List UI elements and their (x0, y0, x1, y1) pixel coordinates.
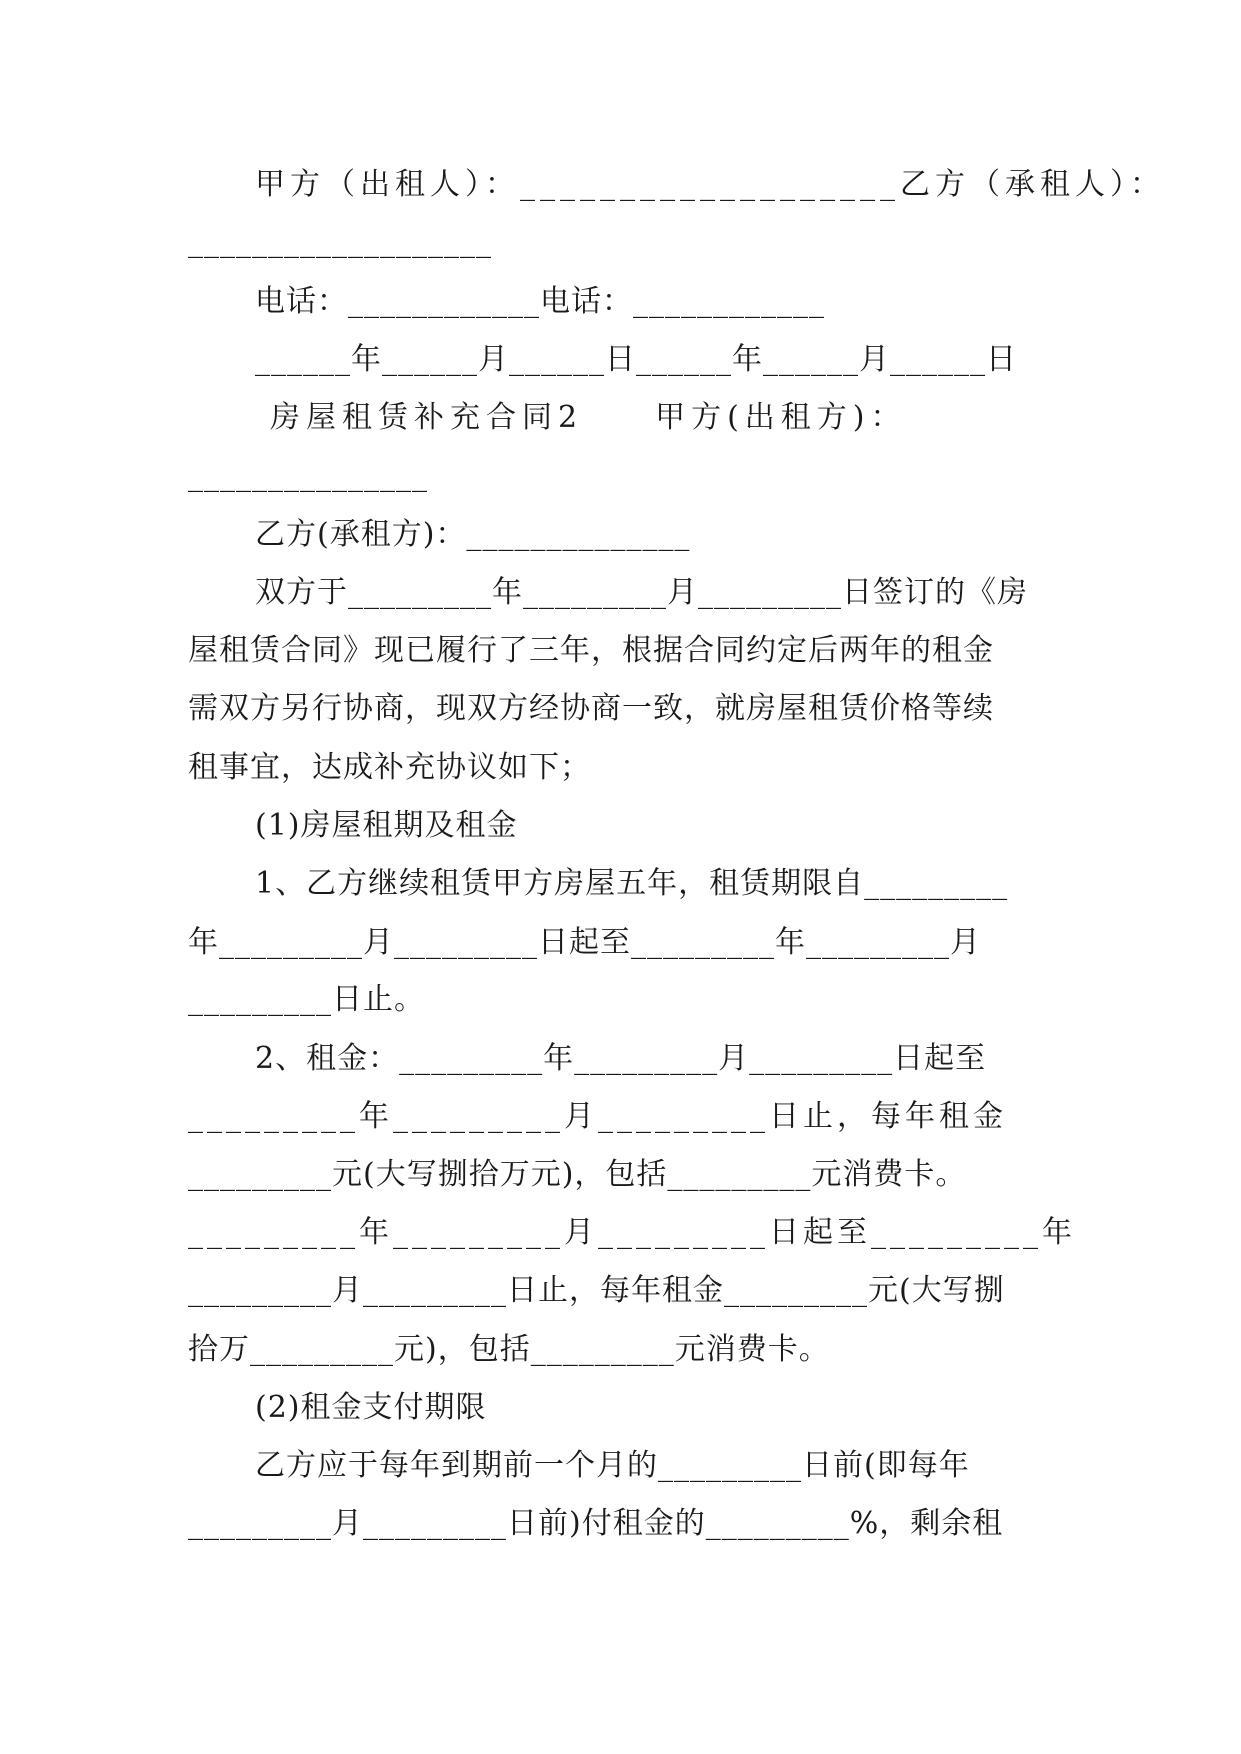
party-b-blank-line: ___________________ (188, 224, 492, 259)
contract-title-line: 房屋租赁补充合同2 甲方(出租方)： (270, 400, 907, 435)
paragraph-line: _________日止。 (188, 982, 425, 1017)
section-heading: (2)租金支付期限 (255, 1390, 487, 1425)
paragraph-line: 年_________月_________日起至_________年_________月 (188, 925, 981, 960)
paragraph-line: _________月_________日止，每年租金_________元(大写捌 (188, 1273, 1005, 1308)
paragraph-line: _________年_________月_________日止，每年租金 (188, 1099, 1007, 1134)
paragraph-line: 需双方另行协商，现双方经协商一致，就房屋租赁价格等续 (188, 691, 994, 726)
party-b-line: 乙方(承租方)：______________ (255, 517, 691, 552)
party-names-line: 甲方（出租人）：___________________乙方（承租人）： (255, 167, 1165, 202)
paragraph-line: 2、租金：_________年_________月_________日起至 (255, 1041, 987, 1076)
party-a-blank-line: _______________ (188, 458, 428, 493)
phone-line: 电话：____________电话：____________ (255, 284, 825, 319)
paragraph-line: 1、乙方继续租赁甲方房屋五年，租赁期限自_________ (255, 866, 1009, 901)
paragraph-line: 屋租赁合同》现已履行了三年，根据合同约定后两年的租金 (188, 633, 994, 668)
section-heading: (1)房屋租期及租金 (255, 808, 518, 843)
paragraph-line: 乙方应于每年到期前一个月的_________日前(即每年 (255, 1448, 970, 1483)
paragraph-line: 租事宜，达成补充协议如下； (188, 750, 591, 785)
paragraph-line: _________月_________日前)付租金的_________%，剩余租 (188, 1506, 1004, 1541)
paragraph-line: 双方于_________年_________月_________日签订的《房 (255, 575, 1028, 610)
paragraph-line: _________元(大写捌拾万元)，包括_________元消费卡。 (188, 1157, 967, 1192)
date-line: ______年______月______日______年______月______日 (255, 342, 1017, 377)
paragraph-line: 拾万_________元)，包括_________元消费卡。 (188, 1332, 830, 1367)
paragraph-line: _________年_________月_________日起至_________年 (188, 1215, 1076, 1250)
